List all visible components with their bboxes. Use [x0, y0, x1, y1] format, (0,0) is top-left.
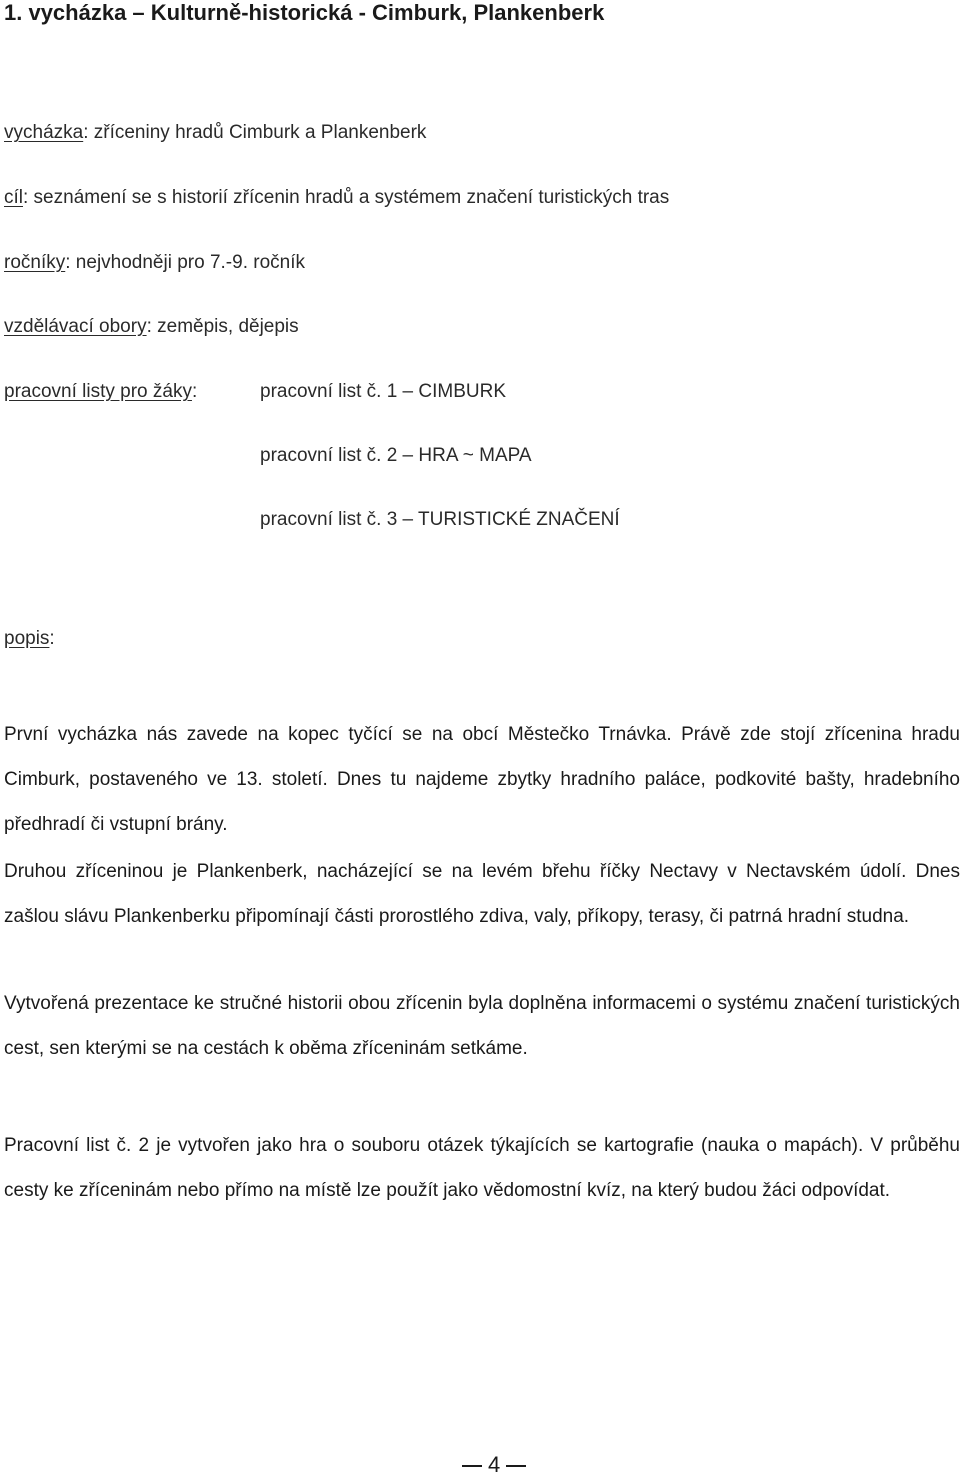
page-number-dash-left [462, 1465, 482, 1467]
popis-heading [4, 627, 55, 651]
field-vychazka-value: : zříceniny hradů Cimburk a Plankenberk [83, 122, 427, 143]
paragraph-cimburk: První vycházka nás zavede na kopec tyčící se na obcí Městečko Trnávka. Právě zde stojí zřícenina hradu Cimburk, postaveného ve 13. století. Dnes tu najdeme zbytky hradního paláce, podkovité bašty, hradebního předhradí či vstupní brány. [4, 724, 960, 835]
worksheet-1: pracovní list č. 1 – CIMBURK [260, 381, 507, 402]
field-vychazka [4, 121, 426, 145]
field-obory-label: vzdělávací obory [4, 316, 147, 337]
paragraph-plankenberk: Druhou zříceninou je Plankenberk, nacházející se na levém břehu říčky Nectavy v Nectavském údolí. Dnes zašlou slávu Plankenberku připomínají části prorostlého zdiva, valy, příkopy, terasy, či patrná hradní studna. [4, 861, 960, 927]
field-cil-label: cíl [4, 187, 23, 208]
field-rocniky-value: : nejvhodněji pro 7.-9. ročník [65, 252, 305, 273]
field-cil [4, 186, 669, 210]
field-rocniky [4, 251, 305, 275]
popis-label: popis [4, 628, 50, 649]
field-obory [4, 315, 299, 339]
page-title: 1. vycházka – Kulturně-historická - Cimburk, Plankenberk [4, 0, 605, 25]
popis-colon: : [49, 628, 55, 649]
worksheet-3: pracovní list č. 3 – TURISTICKÉ ZNAČENÍ [260, 509, 620, 530]
paragraph-pracovni-list-2: Pracovní list č. 2 je vytvořen jako hra o souboru otázek týkajících se kartografie (nauka o mapách). V průběhu cesty ke zříceninám nebo přímo na místě lze použít jako vědomostní kvíz, na který budou žáci odpovídat. [4, 1135, 960, 1201]
field-obory-value: : zeměpis, dějepis [146, 316, 299, 337]
field-vychazka-label: vycházka [4, 122, 84, 143]
field-listy [4, 380, 197, 404]
field-listy-value: : [191, 381, 198, 402]
page-number-dash-right [506, 1465, 526, 1467]
paragraph-prezentace: Vytvořená prezentace ke stručné historii obou zřícenin byla doplněna informacemi o systému značení turistických cest, sen kterými se na cestách k oběma zříceninám setkáme. [4, 993, 960, 1059]
page-number-value: 4 [488, 1452, 501, 1477]
worksheet-2: pracovní list č. 2 – HRA ~ MAPA [260, 445, 532, 466]
field-rocniky-label: ročníky [4, 252, 66, 273]
field-listy-label: pracovní listy pro žáky [4, 381, 192, 402]
page-number [462, 1452, 526, 1478]
field-cil-value: : seznámení se s historií zřícenin hradů a systémem značení turistických tras [23, 187, 670, 208]
